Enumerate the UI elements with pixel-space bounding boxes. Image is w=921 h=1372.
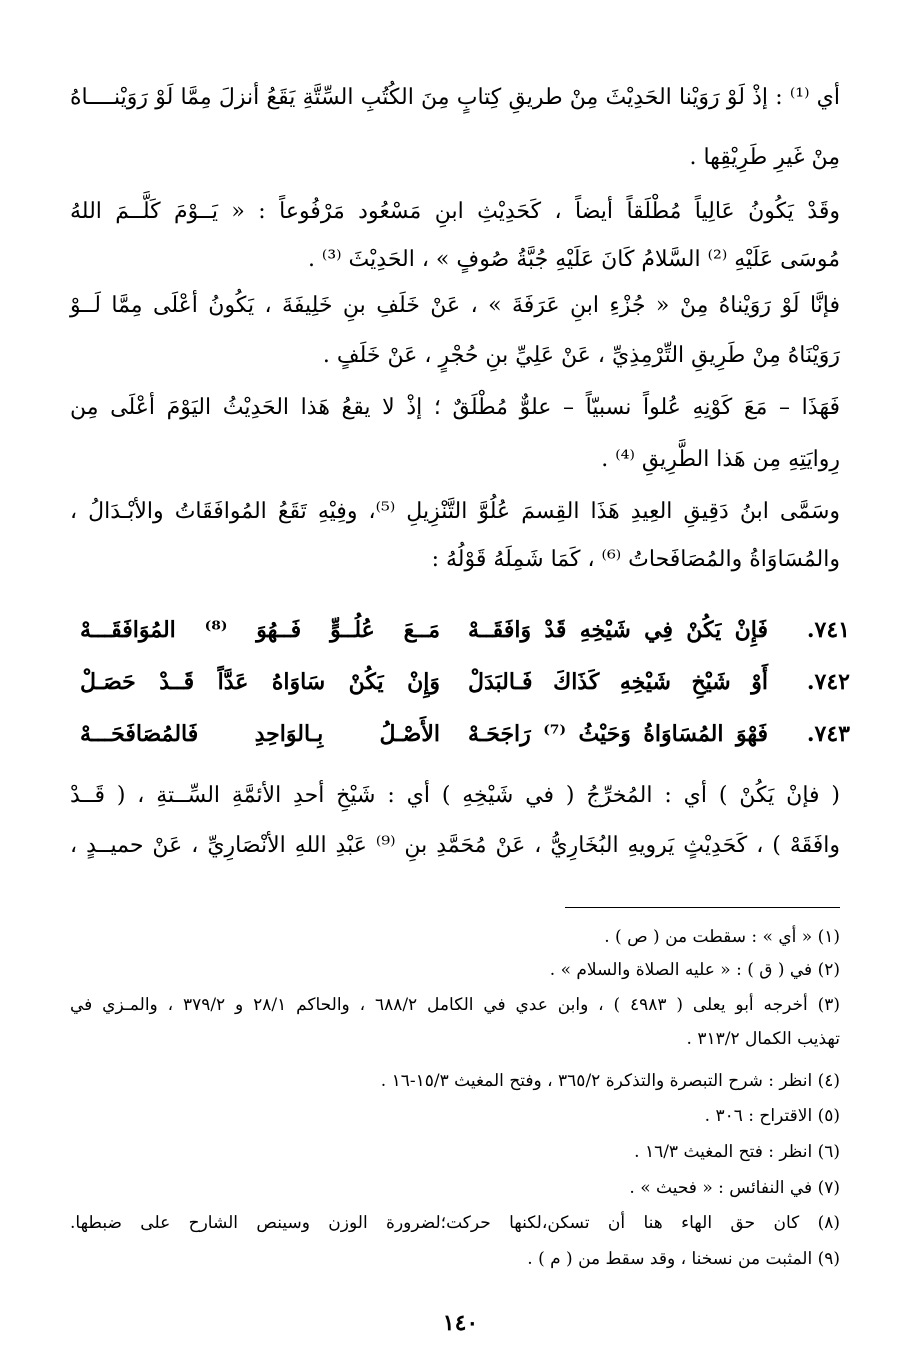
commentary-line: ( فإنْ يَكُنْ ) أي : المُخرِّجُ ( في شَيْخِهِ ) أي : شَيْخِ أحدِ الأئمَّةِ السِّــتةِ ، ( قَــدْ <box>70 783 840 808</box>
verse-number: ٧٤٢. <box>806 669 850 695</box>
verse-second-hemistich: وَإِنْ يَكُنْ سَاوَاهُ عَدَّاً قَــدْ حَصَـلْ <box>80 669 440 695</box>
verse-second-hemistich: الأَصْـلُ بِـالوَاحِدِ فَالمُصَافَحَـــهْ <box>80 721 440 747</box>
verse-second-hemistich: مَــعَ عُلُــوٍّ فَــهُوَ ⁽⁸⁾ المُوَافَقَـــهْ <box>80 617 440 643</box>
verse-first-hemistich: فَإِنْ يَكُنْ فِي شَيْخِهِ قَدْ وَافَقَــهْ <box>468 617 768 643</box>
body-line: أي ⁽¹⁾ : إذْ لَوْ رَوَيْنا الحَدِيْثَ مِنْ طريقِ كِتابٍ مِنَ الكُتُبِ السِّتَّةِ يَقَعُ أنزلَ مِمَّا لَوْ رَوَيْنــــاهُ <box>70 85 841 110</box>
body-line: رَوَيْنَاهُ مِنْ طَرِيقِ التِّرْمِذِيِّ ، عَنْ عَلِيِّ بنِ حُجْرٍ ، عَنْ خَلَفٍ . <box>322 343 840 368</box>
page-number: ١٤٠ <box>442 1310 479 1336</box>
body-line: فإنَّا لَوْ رَوَيْناهُ مِنْ « جُزْءِ ابنِ عَرَفَةَ » ، عَنْ خَلَفِ بنِ خَلِيفَةَ ، يَكُونُ أعْلَى مِمَّا لَــوْ <box>70 293 840 318</box>
body-line: مِنْ غَيرِ طَرِيْقِها . <box>689 145 840 170</box>
body-line: وسَمَّى ابنُ دَقِيقِ العِيدِ هَذَا القِسمَ عُلُوَّ التَّنْزِيلِ ⁽⁵⁾، وفِيْهِ تَقَعُ المُوافَقَاتُ والأبْـدَالُ ، <box>70 499 840 524</box>
verse-row <box>60 660 850 706</box>
body-line: رِوايَتِهِ مِن هَذا الطَّرِيقِ ⁽⁴⁾ . <box>601 447 840 472</box>
footnote: تهذيب الكمال ٣١٣/٢ . <box>686 1029 840 1049</box>
verse-first-hemistich: أَوْ شَيْخِ شَيْخِهِ كَذَاكَ فَـالبَدَلْ <box>468 669 768 695</box>
body-line: فَهَذَا – مَعَ كَوْنِهِ عُلواً نسبيّاً – علوٌّ مُطْلَقٌ ؛ إذْ لا يقعُ هَذا الحَدِيْثُ اليَوْمَ أعْلَى مِن <box>70 395 840 420</box>
verse-number: ٧٤١. <box>806 617 850 643</box>
footnote-divider <box>565 907 840 908</box>
commentary-line: وافَقَهْ ) ، كَحَدِيْثٍ يَرويهِ البُخَارِيُّ ، عَنْ مُحَمَّدِ بنِ ⁽⁹⁾ عَبْدِ اللهِ الأنْصَارِيِّ ، عَنْ حميــدٍ ، <box>70 833 840 858</box>
footnote: (٩) المثبت من نسخنا ، وقد سقط من ( م ) . <box>527 1249 840 1269</box>
footnote: (١) « أي » : سقطت من ( ص ) . <box>604 927 840 947</box>
footnote: (٧) في النفائس : « فحيث » . <box>629 1178 840 1198</box>
body-line: مُوسَى عَلَيْهِ ⁽²⁾ السَّلامُ كَانَ عَلَيْهِ جُبَّةُ صُوفٍ » ، الحَدِيْثَ ⁽³⁾ . <box>307 247 840 272</box>
footnote: (٥) الاقتراح : ٣٠٦ . <box>704 1106 840 1126</box>
footnote: (٨) كان حق الهاء هنا أن تسكن،لكنها حركت؛لضرورة الوزن وسينص الشارح على ضبطها. <box>70 1213 840 1233</box>
footnote: (٤) انظر : شرح التبصرة والتذكرة ٣٦٥/٢ ، وفتح المغيث ١٥/٣-١٦ . <box>380 1071 840 1091</box>
verse-row <box>60 712 850 758</box>
body-line: وقَدْ يَكُونُ عَالِياً مُطْلَقاً أيضاً ، كَحَدِيْثِ ابنِ مَسْعُود مَرْفُوعاً : « يَــوْمَ كَلَّــمَ اللهُ <box>70 199 840 224</box>
footnote: (٢) في ( ق ) : « عليه الصلاة والسلام » . <box>549 960 840 980</box>
verse-first-hemistich: فَهْوَ المُسَاوَاةُ وَحَيْثُ ⁽⁷⁾ رَاجَحَـهْ <box>468 721 768 747</box>
footnote: (٦) انظر : فتح المغيث ١٦/٣ . <box>634 1142 840 1162</box>
footnote: (٣) أخرجه أبو يعلى ( ٤٩٨٣ ) ، وابن عدي في الكامل ٦٨٨/٢ ، والحاكم ٢٨/١ و ٣٧٩/٢ ، والمـزي في <box>70 995 840 1015</box>
verse-number: ٧٤٣. <box>806 721 850 747</box>
verse-row <box>60 608 850 654</box>
body-line: والمُسَاوَاةُ والمُصَافَحاتُ ⁽⁶⁾ ، كَمَا شَمِلَهُ قَوْلُهُ : <box>431 547 840 572</box>
